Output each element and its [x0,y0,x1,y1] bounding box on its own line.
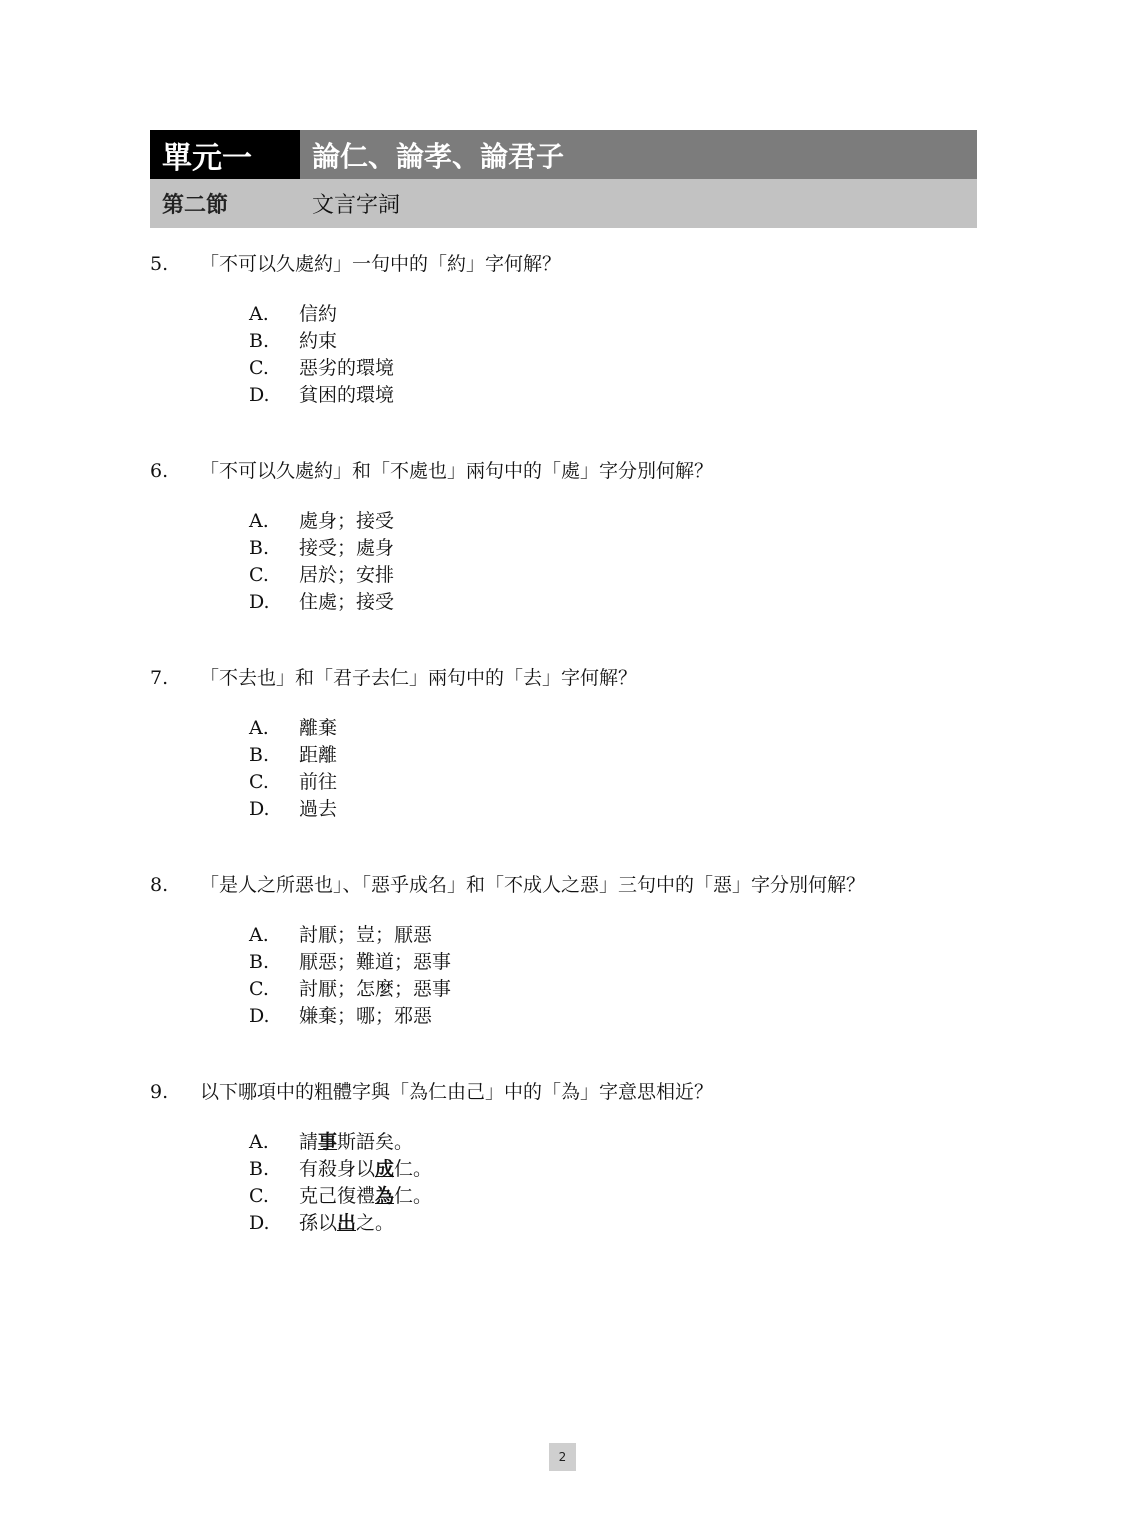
question-text: 「不可以久處約」一句中的「約」字何解？ [200,253,562,275]
option-item[interactable] [249,1129,980,1156]
option-letter: D. [249,591,270,613]
option-text: 信約 [299,303,338,325]
option-list [249,508,980,616]
option-list [249,922,980,1030]
question-number: 5. [150,253,169,275]
option-item[interactable] [249,562,980,589]
option-item[interactable] [249,742,980,769]
option-letter: C. [249,357,269,379]
option-text: 離棄 [299,717,338,739]
bold-character: 出 [337,1212,357,1234]
option-list [249,301,980,409]
option-text: 居於；安排 [299,564,395,586]
option-list [249,715,980,823]
option-letter: B. [249,744,270,766]
option-text: 克己復禮為仁。 [299,1185,433,1207]
option-letter: C. [249,978,269,1000]
option-text: 厭惡；難道；惡事 [299,951,452,973]
option-item[interactable] [249,301,980,328]
unit-title: 論仁、論孝、論君子 [300,130,977,179]
option-letter: B. [249,537,270,559]
option-text: 接受；處身 [299,537,395,559]
option-letter: A. [249,924,269,946]
question-text: 「是人之所惡也」、「惡乎成名」和「不成人之惡」三句中的「惡」字分別何解？ [200,874,866,896]
option-letter: C. [249,1185,269,1207]
option-item[interactable] [249,1156,980,1183]
option-text: 距離 [299,744,338,766]
question-list [150,250,980,1285]
option-letter: C. [249,564,269,586]
bold-character: 為 [375,1185,395,1207]
question-number: 6. [150,460,169,482]
question-item [150,457,980,664]
section-header-row [150,179,977,228]
option-letter: C. [249,771,269,793]
option-item[interactable] [249,949,980,976]
option-letter: B. [249,1158,270,1180]
question-text: 以下哪項中的粗體字與「為仁由己」中的「為」字意思相近？ [200,1081,714,1103]
question-item [150,664,980,871]
option-item[interactable] [249,769,980,796]
option-item[interactable] [249,328,980,355]
option-letter: A. [249,303,269,325]
option-item[interactable] [249,535,980,562]
option-letter: A. [249,717,269,739]
option-text: 孫以出之。 [299,1212,395,1234]
option-text: 處身；接受 [299,510,395,532]
page-header [150,130,977,228]
option-item[interactable] [249,1210,980,1237]
option-letter: A. [249,1131,269,1153]
option-letter: D. [249,384,270,406]
option-item[interactable] [249,976,980,1003]
option-text: 嫌棄；哪；邪惡 [299,1005,433,1027]
option-item[interactable] [249,922,980,949]
option-text: 請事斯語矣。 [299,1131,414,1153]
bold-character: 事 [318,1131,338,1153]
question-number: 8. [150,874,169,896]
option-letter: D. [249,1005,270,1027]
question-number: 9. [150,1081,169,1103]
option-letter: B. [249,330,270,352]
bold-character: 成 [375,1158,395,1180]
option-letter: B. [249,951,270,973]
question-item [150,250,980,457]
option-item[interactable] [249,508,980,535]
option-item[interactable] [249,1003,980,1030]
option-text: 約束 [299,330,338,352]
option-text: 過去 [299,798,338,820]
option-item[interactable] [249,796,980,823]
option-text: 住處；接受 [299,591,395,613]
question-item [150,1078,980,1285]
question-item [150,871,980,1078]
option-letter: D. [249,798,270,820]
page-number: 2 [549,1443,576,1471]
question-text: 「不去也」和「君子去仁」兩句中的「去」字何解？ [200,667,638,689]
option-text: 前往 [299,771,338,793]
option-text: 惡劣的環境 [299,357,395,379]
option-item[interactable] [249,355,980,382]
option-item[interactable] [249,382,980,409]
option-text: 有殺身以成仁。 [299,1158,433,1180]
option-letter: A. [249,510,269,532]
section-label: 第二節 [162,193,229,218]
option-text: 討厭；豈；厭惡 [299,924,433,946]
option-list [249,1129,980,1237]
unit-header-row [150,130,977,179]
question-text: 「不可以久處約」和「不處也」兩句中的「處」字分別何解？ [200,460,714,482]
option-text: 貧困的環境 [299,384,395,406]
section-title: 文言字詞 [312,193,401,218]
question-number: 7. [150,667,169,689]
option-text: 討厭；怎麼；惡事 [299,978,452,1000]
option-item[interactable] [249,589,980,616]
option-item[interactable] [249,715,980,742]
option-letter: D. [249,1212,270,1234]
unit-label: 單元一 [150,130,300,179]
option-item[interactable] [249,1183,980,1210]
